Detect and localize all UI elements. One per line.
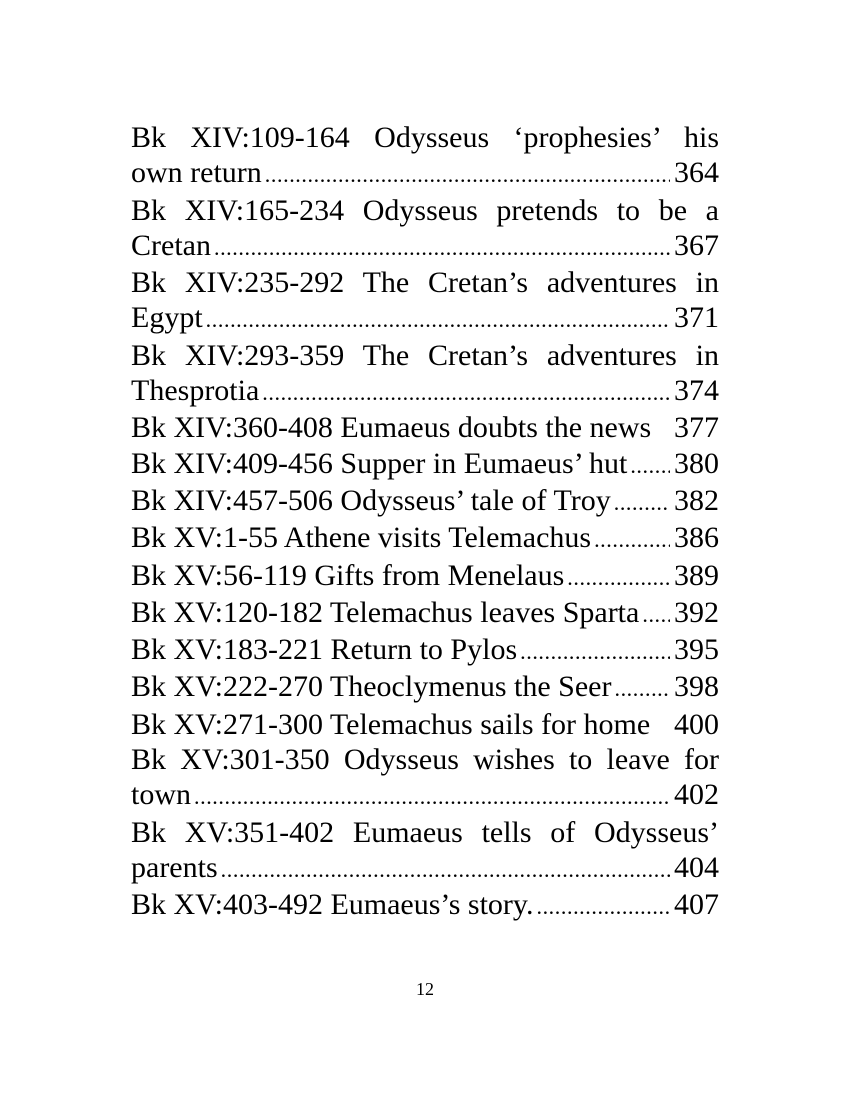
dot-leader <box>520 634 670 669</box>
toc-entry[interactable] <box>131 520 719 557</box>
dot-leader <box>567 560 670 595</box>
toc-entry[interactable] <box>131 742 719 815</box>
toc-entry-page-number: 367 <box>674 228 719 262</box>
toc-entry[interactable] <box>131 558 719 595</box>
toc-entry-title-line: Bk XV:351-402 Eumaeus tells of Odysseus’ <box>131 815 719 849</box>
toc-entry-title: Bk XV:183-221 Return to Pylos <box>131 633 518 667</box>
toc-entry-title: Bk XIV:360-408 Eumaeus doubts the news <box>131 411 652 445</box>
toc-entry-title: Thesprotia <box>131 374 260 408</box>
toc-entry[interactable] <box>131 483 719 520</box>
page-number: 12 <box>416 979 434 999</box>
toc-entry-title: town <box>131 778 191 812</box>
toc-entry-page-number: 364 <box>674 156 719 190</box>
dot-leader <box>221 852 670 887</box>
toc-entry[interactable] <box>131 446 719 483</box>
toc-entry[interactable] <box>131 887 719 924</box>
toc-entry[interactable] <box>131 265 719 338</box>
toc-entry-page-number: 386 <box>674 521 719 555</box>
toc-entry[interactable] <box>131 410 719 445</box>
dot-leader <box>642 597 670 632</box>
toc-entry-page-number: 392 <box>674 595 719 629</box>
toc-entry[interactable] <box>131 338 719 411</box>
toc-entry[interactable] <box>131 120 719 193</box>
toc-entry-title: Cretan <box>131 228 211 262</box>
dot-leader <box>214 230 670 265</box>
toc-entry-title: own return <box>131 156 262 190</box>
dot-leader <box>265 157 670 192</box>
toc-entry-page-number: 389 <box>674 558 719 592</box>
toc-entry-title-line: Bk XIV:293-359 The Cretan’s adventures in <box>131 338 719 372</box>
toc-entry-title: Bk XIV:457-506 Odysseus’ tale of Troy <box>131 483 611 517</box>
toc-entry-page-number: 395 <box>674 633 719 667</box>
dot-leader <box>614 485 670 520</box>
toc-entry-title: Bk XV:271-300 Telemachus sails for home <box>131 707 651 741</box>
toc-entry-page-number: 404 <box>674 850 719 884</box>
toc-entry-title-line: Bk XV:301-350 Odysseus wishes to leave for <box>131 743 719 777</box>
toc-entry-title: Bk XV:1-55 Athene visits Telemachus <box>131 521 592 555</box>
toc-entry-title: Bk XV:120-182 Telemachus leaves Sparta <box>131 595 640 629</box>
dot-leader <box>206 302 670 337</box>
toc-entry-title: Bk XV:222-270 Theoclymenus the Seer <box>131 670 612 704</box>
toc-entry[interactable] <box>131 193 719 266</box>
toc-entry-page-number: 398 <box>674 670 719 704</box>
dot-leader <box>194 779 670 814</box>
toc-entry-title: Bk XIV:409-456 Supper in Eumaeus’ hut <box>131 446 628 480</box>
toc-entry-title: Bk XV:56-119 Gifts from Menelaus <box>131 558 565 592</box>
toc-entry[interactable] <box>131 815 719 888</box>
toc-entry-page-number: 407 <box>674 888 719 922</box>
table-of-contents <box>131 120 719 925</box>
dot-leader <box>536 889 670 924</box>
toc-entry-page-number: 400 <box>674 707 719 741</box>
toc-entry[interactable] <box>131 632 719 669</box>
toc-entry-title-line: Bk XIV:235-292 The Cretan’s adventures in <box>131 266 719 300</box>
toc-entry-page-number: 377 <box>674 411 719 445</box>
dot-leader <box>614 671 670 706</box>
toc-entry[interactable] <box>131 669 719 706</box>
dot-leader <box>630 448 670 483</box>
toc-entry-title: Egypt <box>131 301 203 335</box>
dot-leader <box>594 522 670 557</box>
toc-entry-title-line: Bk XIV:109-164 Odysseus ‘prophesies’ his <box>131 121 719 154</box>
toc-entry-page-number: 382 <box>674 483 719 517</box>
toc-entry-page-number: 402 <box>674 778 719 812</box>
toc-entry-page-number: 374 <box>674 374 719 408</box>
toc-entry-title: parents <box>131 850 218 884</box>
toc-entry[interactable] <box>131 595 719 632</box>
toc-entry-title: Bk XV:403-492 Eumaeus’s story. <box>131 888 534 922</box>
dot-leader <box>262 375 670 410</box>
toc-entry[interactable] <box>131 707 719 742</box>
toc-entry-title-line: Bk XIV:165-234 Odysseus pretends to be a <box>131 193 719 227</box>
toc-entry-page-number: 371 <box>674 301 719 335</box>
toc-entry-page-number: 380 <box>674 446 719 480</box>
